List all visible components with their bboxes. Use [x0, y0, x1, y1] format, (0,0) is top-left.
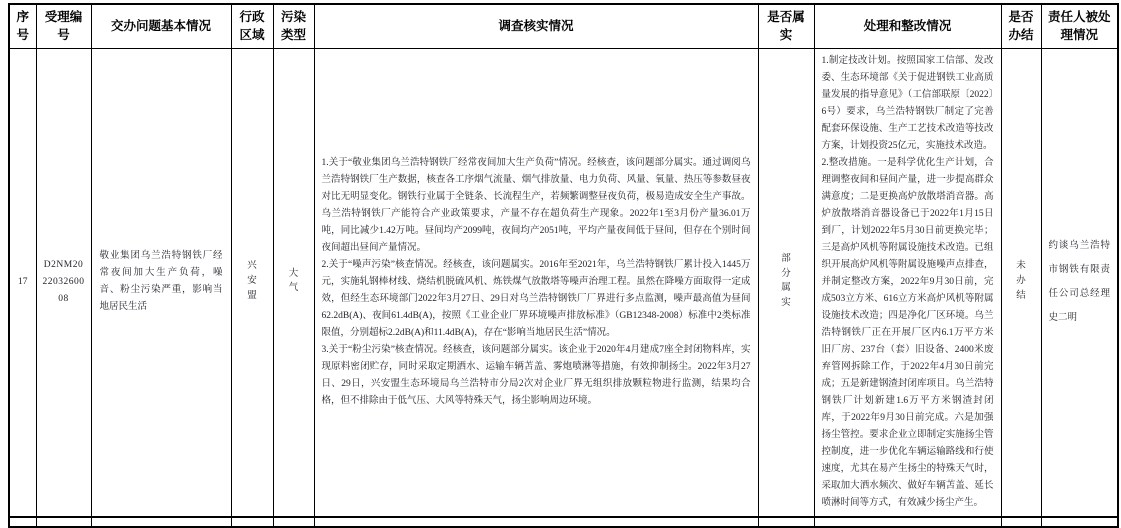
pollution-type-text: 大气: [288, 268, 299, 294]
col-header-accountability: 责任人被处理情况: [1041, 4, 1118, 48]
cell-region: [231, 48, 273, 517]
investigation-paragraph-2: 2.关于“噪声污染”核查情况。经核查，该问题属实。2016年至2021年，乌兰浩特钢铁厂累计投入1445万元，实施轧钢棒材线、烧结机脱硫风机、炼铁煤气放散塔等噪声治理工程。虽然在降噪方面取得一定成效，但经生态环境部门2022年3月27日、29日对乌兰浩特钢铁厂厂界进行多点监测，噪声最高值为昼间62.2dB(A)、夜间61.4dB(A)，按照《工业企业厂界环境噪声排放标准》（GB12348-2008）标准中2类标准限值，分别超标2.2dB(A)和11.4dB(A)，存在“影响当地居民生活”情况。: [321, 259, 751, 338]
handling-paragraph-2: 2.整改措施。一是科学优化生产计划，合理调整夜间和昼间产量，进一步提高群众满意度；二是更换高炉放散塔消音器。高炉放散塔消音器设备已于2022年1月15日到厂，计划2022年5月30日前更换完毕；三是高炉风机等附属设施技术改造。已组织开展高炉风机等附属设施噪声点排查，并制定整改方案，2022年9月30日前，完成503立方米、616立方米高炉风机等附属设施技术改造；四是净化厂区环境。乌兰浩特钢铁厂正在开展厂区内6.1万平方米旧厂房、237台（套）旧设备、2400米废弃管网拆除工作，于2022年4月30日前完成；五是新建钢渣封闭库项目。乌兰浩特钢铁厂计划新建1.6万平方米钢渣封闭库，于2022年9月30日前完成。六是加强扬尘管控。要求企业立即制定实施扬尘管控制度，进一步优化车辆运输路线和行使速度，尤其在易产生扬尘的特殊天气时，采取加大洒水频次、做好车辆苫盖、延长喷淋时间等方式，有效减少扬尘产生。: [821, 157, 994, 508]
investigation-paragraph-3: 3.关于“粉尘污染”核查情况。经核查，该问题部分属实。该企业于2020年4月建成7座全封闭物料库，实现原料密闭贮存，同时采取定期洒水、运输车辆苫盖、雾炮喷淋等措施，有效抑制扬尘。2022年3月27日、29日，兴安盟生态环境局乌兰浩特市分局2次对企业厂界无组织排放颗粒物进行监测，结果均合格，但不排除由于低气压、大风等特殊天气，扬尘影响周边环境。: [321, 344, 751, 406]
col-header-handling: 处理和整改情况: [814, 4, 1001, 48]
col-header-is-closed: 是否办结: [1001, 4, 1041, 48]
header-row: [9, 4, 1118, 48]
col-header-region: 行政区域: [231, 4, 273, 48]
cell-investigation: [314, 48, 758, 517]
region-text: 兴安盟: [247, 261, 257, 301]
col-header-pollution-type: 污染类型: [273, 4, 314, 48]
col-header-investigation: 调查核实情况: [314, 4, 758, 48]
cell-accountability: 约谈乌兰浩特市钢铁有限责任公司总经理史二明: [1041, 48, 1118, 517]
col-header-serial: 序号: [9, 4, 36, 48]
cell-handling: [814, 48, 1001, 517]
handling-paragraph-1: 1.制定技改计划。按照国家工信部、发改委、生态环境部《关于促进钢铁工业高质量发展的指导意见》（工信部联原〔2022〕6号）要求，乌兰浩特钢铁厂制定了完善配套环保设施、生产工艺技术改造等技改方案，计划投资25亿元，实施技术改造。: [821, 55, 994, 151]
cell-problem: 敬业集团乌兰浩特钢铁厂经常夜间加大生产负荷，噪音、粉尘污染严重，影响当地居民生活: [91, 48, 231, 517]
cell-serial: 17: [9, 48, 36, 517]
acceptance-no-text: D2NM202203260008: [42, 259, 85, 304]
is-closed-text: 未办结: [1016, 261, 1026, 301]
table-header: [9, 4, 1118, 48]
cell-pollution-type: [273, 48, 314, 517]
is-true-text: 部分属实: [781, 253, 791, 309]
complaint-handling-table: [8, 3, 1119, 528]
investigation-paragraph-1: 1.关于“敬业集团乌兰浩特钢铁厂经常夜间加大生产负荷”情况。经核查，该问题部分属实。通过调阅乌兰浩特钢铁厂生产数据，核查各工序烟气流量、烟气排放量、电力负荷、风量、氧量、热压等参数昼夜对比无明显变化。钢铁行业属于全链条、长流程生产，若频繁调整昼夜负荷，极易造成安全生产事故。乌兰浩特钢铁厂产能符合产业政策要求，产量不存在超负荷生产现象。2022年1至3月份产量36.01万吨，同比减少1.42万吨。昼间均产2099吨，夜间均产2051吨，平均产量夜间低于昼间，但存在个别时间夜间超出昼间产量情况。: [321, 157, 751, 253]
table-row: [9, 48, 1118, 517]
cell-is-closed: [1001, 48, 1041, 517]
next-row-partial: [9, 517, 1118, 527]
col-header-problem: 交办问题基本情况: [91, 4, 231, 48]
cell-acceptance-no: [36, 48, 91, 517]
col-header-acceptance-no: 受理编号: [36, 4, 91, 48]
col-header-is-true: 是否属实: [758, 4, 814, 48]
cell-is-true: [758, 48, 814, 517]
